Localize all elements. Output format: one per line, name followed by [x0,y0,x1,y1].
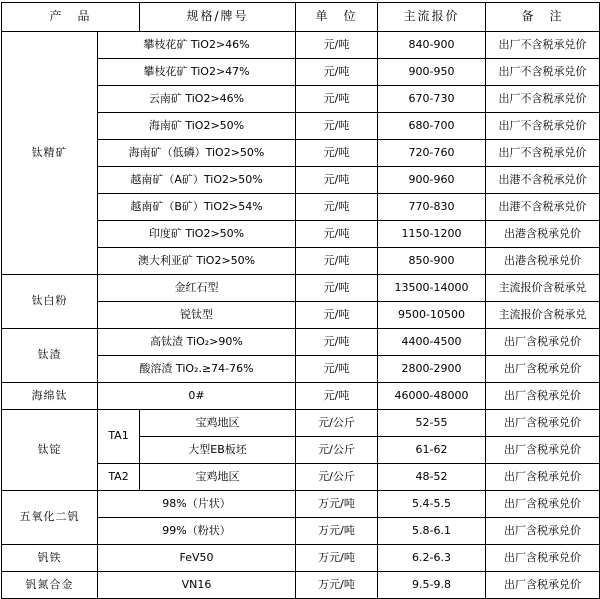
price-cell: 850-900 [378,248,486,275]
price-cell: 4400-4500 [378,329,486,356]
header-price: 主流报价 [378,3,486,32]
product-group-cell: 钛锭 [2,410,98,491]
price-cell: 900-950 [378,59,486,86]
unit-cell: 元/吨 [296,59,378,86]
product-group-cell: 钛精矿 [2,32,98,275]
spec-cell: 越南矿（B矿）TiO2>54% [98,194,296,221]
remark-cell: 出厂含税承兑价 [486,329,600,356]
unit-cell: 元/吨 [296,32,378,59]
remark-cell: 出厂含税承兑价 [486,356,600,383]
spec-cell: 高钛渣 TiO₂>90% [98,329,296,356]
remark-cell: 出厂含税承兑价 [486,545,600,572]
unit-cell: 元/吨 [296,167,378,194]
table-body [2,32,600,599]
table-row [2,491,600,518]
remark-cell: 出厂不含税承兑价 [486,86,600,113]
remark-cell: 出厂不含税承兑价 [486,32,600,59]
spec-cell: 宝鸡地区 [140,464,296,491]
unit-cell: 万元/吨 [296,491,378,518]
price-cell: 5.8-6.1 [378,518,486,545]
unit-cell: 元/吨 [296,356,378,383]
price-cell: 2800-2900 [378,356,486,383]
spec-cell: VN16 [98,572,296,599]
table-row [2,545,600,572]
remark-cell: 出厂含税承兑价 [486,410,600,437]
table-header [2,3,600,32]
product-group-cell: 钛渣 [2,329,98,383]
unit-cell: 元/吨 [296,113,378,140]
spec-cell: 金红石型 [98,275,296,302]
price-cell: 46000-48000 [378,383,486,410]
header-unit: 单 位 [296,3,378,32]
product-group-cell: 海绵钛 [2,383,98,410]
table-row [2,275,600,302]
table-row [2,410,600,437]
grade-cell: TA2 [98,464,140,491]
table-row [2,383,600,410]
grade-cell: TA1 [98,410,140,464]
remark-cell: 出港含税承兑价 [486,221,600,248]
remark-cell: 出厂含税承兑价 [486,518,600,545]
remark-cell: 出厂含税承兑价 [486,572,600,599]
spec-cell: 99%（粉状） [98,518,296,545]
product-group-cell: 钛白粉 [2,275,98,329]
spec-cell: 越南矿（A矿）TiO2>50% [98,167,296,194]
unit-cell: 元/公斤 [296,410,378,437]
spec-cell: 澳大利亚矿 TiO2>50% [98,248,296,275]
spec-cell: 大型EB板坯 [140,437,296,464]
unit-cell: 万元/吨 [296,572,378,599]
remark-cell: 出厂含税承兑价 [486,383,600,410]
spec-cell: 宝鸡地区 [140,410,296,437]
price-cell: 680-700 [378,113,486,140]
unit-cell: 元/吨 [296,194,378,221]
remark-cell: 主流报价含税承兑 [486,302,600,329]
header-remark: 备 注 [486,3,600,32]
price-cell: 52-55 [378,410,486,437]
product-group-cell: 五氧化二钒 [2,491,98,545]
remark-cell: 出厂含税承兑价 [486,491,600,518]
price-cell: 9500-10500 [378,302,486,329]
spec-cell: 0# [98,383,296,410]
spec-cell: FeV50 [98,545,296,572]
unit-cell: 元/吨 [296,221,378,248]
unit-cell: 元/吨 [296,248,378,275]
unit-cell: 元/吨 [296,302,378,329]
unit-cell: 元/吨 [296,329,378,356]
price-cell: 720-760 [378,140,486,167]
remark-cell: 出厂不含税承兑价 [486,59,600,86]
product-group-cell: 钒氮合金 [2,572,98,599]
table-row [2,32,600,59]
price-cell: 9.5-9.8 [378,572,486,599]
price-cell: 13500-14000 [378,275,486,302]
price-cell: 840-900 [378,32,486,59]
header-product: 产 品 [2,3,140,32]
unit-cell: 元/吨 [296,140,378,167]
spec-cell: 印度矿 TiO2>50% [98,221,296,248]
spec-cell: 98%（片状） [98,491,296,518]
unit-cell: 元/吨 [296,383,378,410]
unit-cell: 元/公斤 [296,464,378,491]
remark-cell: 出港含税承兑价 [486,248,600,275]
product-group-cell: 钒铁 [2,545,98,572]
header-spec: 规格/牌号 [140,3,296,32]
unit-cell: 元/公斤 [296,437,378,464]
table-row [2,572,600,599]
spec-cell: 酸溶渣 TiO₂.≥74-76% [98,356,296,383]
price-cell: 48-52 [378,464,486,491]
remark-cell: 出厂不含税承兑价 [486,113,600,140]
remark-cell: 出厂不含税承兑价 [486,140,600,167]
remark-cell: 出厂含税承兑价 [486,437,600,464]
spec-cell: 攀枝花矿 TiO2>46% [98,32,296,59]
price-cell: 5.4-5.5 [378,491,486,518]
price-cell: 900-960 [378,167,486,194]
unit-cell: 元/吨 [296,275,378,302]
table-row [2,329,600,356]
spec-cell: 锐钛型 [98,302,296,329]
unit-cell: 元/吨 [296,86,378,113]
price-table [1,2,600,599]
price-cell: 670-730 [378,86,486,113]
remark-cell: 主流报价含税承兑 [486,275,600,302]
remark-cell: 出港不含税承兑价 [486,167,600,194]
price-cell: 1150-1200 [378,221,486,248]
price-cell: 770-830 [378,194,486,221]
spec-cell: 海南矿（低磷）TiO2>50% [98,140,296,167]
spec-cell: 攀枝花矿 TiO2>47% [98,59,296,86]
spec-cell: 海南矿 TiO2>50% [98,113,296,140]
price-cell: 61-62 [378,437,486,464]
unit-cell: 万元/吨 [296,545,378,572]
unit-cell: 万元/吨 [296,518,378,545]
remark-cell: 出港不含税承兑价 [486,194,600,221]
price-cell: 6.2-6.3 [378,545,486,572]
header-row [2,3,600,32]
remark-cell: 出厂含税承兑价 [486,464,600,491]
spec-cell: 云南矿 TiO2>46% [98,86,296,113]
